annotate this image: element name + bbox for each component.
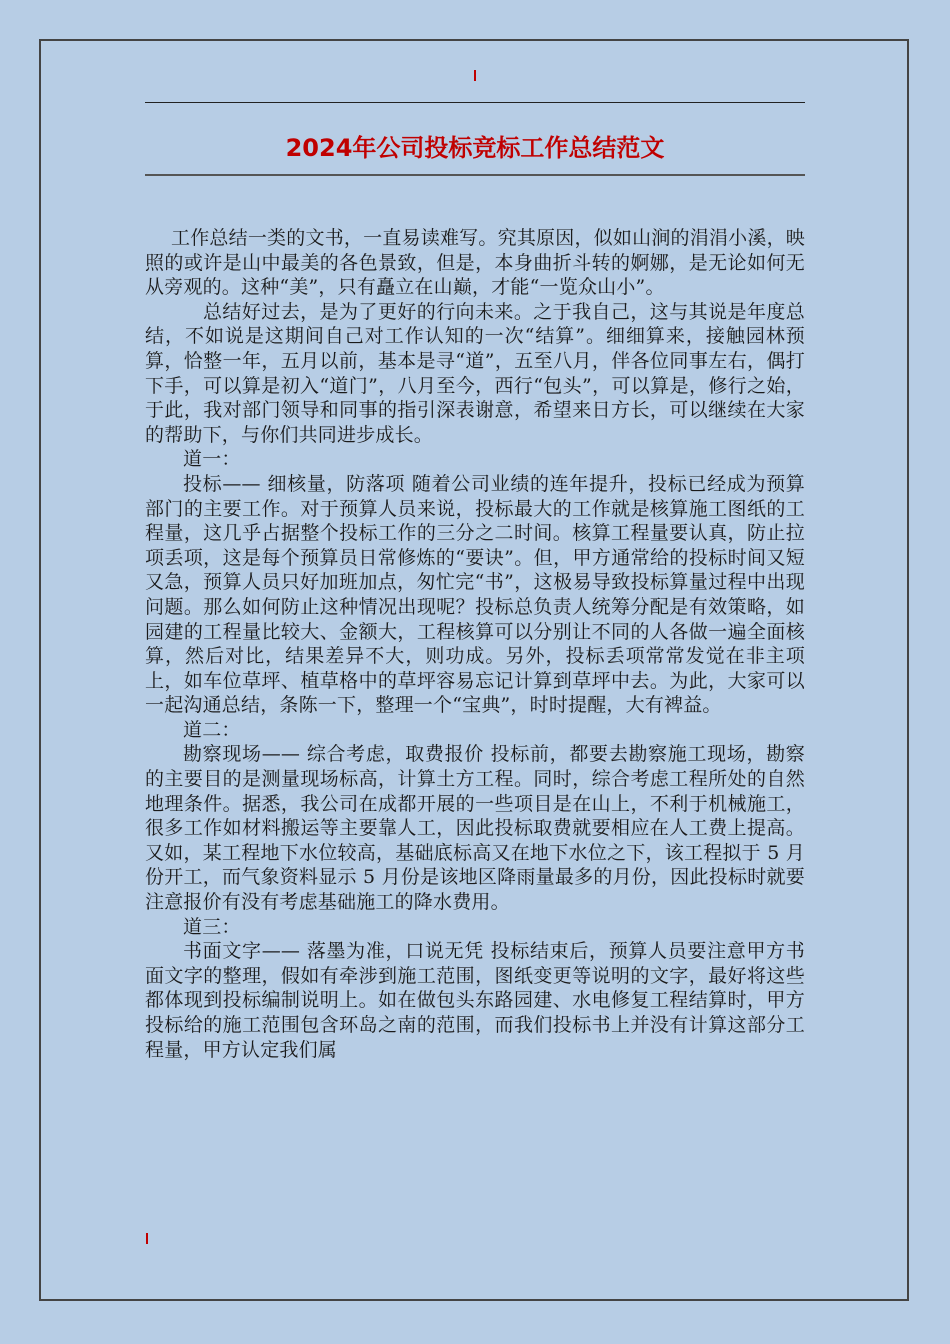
title-divider <box>145 174 805 176</box>
document-title: 2024年公司投标竞标工作总结范文 <box>285 134 665 162</box>
header-divider <box>145 102 805 103</box>
section-body-2: 勘察现场—— 综合考虑，取费报价 投标前，都要去勘察施工现场，勘察的主要目的是测量现场标高，计算土方工程。同时，综合考虑工程所处的自然地理条件。据悉，我公司在成都开展的一些项目是在山上，不利于机械施工，很多工作如材料搬运等主要靠人工，因此投标取费就要相应在人工费上提高。又如，某工程地下水位较高，基础底标高又在地下水位之下，该工程拟于 5 月份开工，而气象资料显示 5 月份是该地区降雨量最多的月份，因此投标时就要注意报价有没有考虑基础施工的降水费用。 <box>145 743 805 914</box>
section-heading-3: 道三： <box>183 915 241 938</box>
section-heading-2: 道二： <box>183 718 241 741</box>
paragraph-summary: 总结好过去，是为了更好的行向未来。之于我自己，这与其说是年度总结，不如说是这期间自己对工作认知的一次“结算”。细细算来，接触园林预算，恰整一年，五月以前，基本是寻“道”，五至八月，伴各位同事左右，偶打下手，可以算是初入“道门”，八月至今，西行“包头”，可以算是，修行之始，于此，我对部门领导和同事的指引深表谢意，希望来日方长，可以继续在大家的帮助下，与你们共同进步成长。 <box>145 300 805 446</box>
footer-text-cursor-mark <box>146 1233 148 1244</box>
section-body-1: 投标—— 细核量，防落项 随着公司业绩的连年提升，投标已经成为预算部门的主要工作。对于预算人员来说，投标最大的工作就是核算施工图纸的工程量，这几乎占据整个投标工作的三分之二时间。核算工程量要认真，防止拉项丢项，这是每个预算员日常修炼的“要诀”。但，甲方通常给的投标时间又短又急，预算人员只好加班加点，匆忙完“书”，这极易导致投标算量过程中出现问题。那么如何防止这种情况出现呢？投标总负责人统筹分配是有效策略，如园建的工程量比较大、金额大，工程核算可以分别让不同的人各做一遍全面核算，然后对比，结果差异不大，则功成。另外，投标丢项常常发觉在非主项上，如车位草坪、植草格中的草坪容易忘记计算到草坪中去。为此，大家可以一起沟通总结，条陈一下，整理一个“宝典”，时时提醒，大有裨益。 <box>145 472 805 717</box>
paragraph-intro: 工作总结一类的文书，一直易读难写。究其原因，似如山涧的涓涓小溪，映照的或许是山中最美的各色景致，但是，本身曲折斗转的婀娜，是无论如何无从旁观的。这种“美”，只有矗立在山巅，才能“一览众山小”。 <box>145 227 805 299</box>
section-body-3: 书面文字—— 落墨为准，口说无凭 投标结束后，预算人员要注意甲方书面文字的整理，假如有牵涉到施工范围，图纸变更等说明的文字，最好将这些都体现到投标编制说明上。如在做包头东路园建、水电修复工程结算时，甲方投标给的施工范围包含环岛之南的范围，而我们投标书上并没有计算这部分工程量，甲方认定我们属 <box>145 940 805 1061</box>
document-body <box>145 226 805 1062</box>
header-text-cursor-mark <box>474 70 476 81</box>
section-heading-1: 道一： <box>183 448 241 471</box>
